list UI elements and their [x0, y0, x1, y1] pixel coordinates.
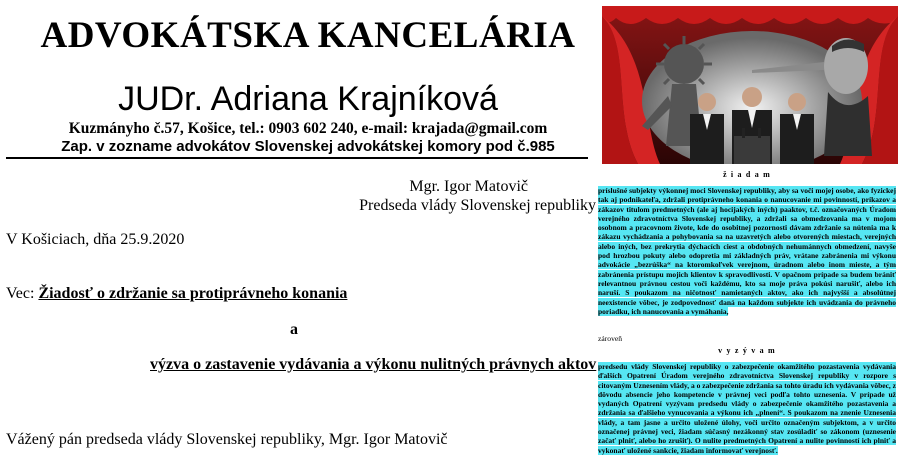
lawyer-name: JUDr. Adriana Krajníková — [118, 80, 498, 118]
subject-conjunction: a — [290, 321, 298, 338]
three-men-at-podium-icon — [690, 87, 814, 164]
subject-title-1: Žiadosť o zdržanie sa protiprávneho konania — [38, 285, 348, 302]
salutation: Vážený pán predseda vlády Slovenskej republiky, Mgr. Igor Matovič — [6, 431, 448, 448]
request-heading: ž i a d a m — [722, 170, 772, 179]
firm-title: ADVOKÁTSKA KANCELÁRIA — [40, 15, 576, 56]
subject-title-2: výzva o zastavenie vydávania a výkonu nulitných právnych aktov — [150, 356, 597, 373]
subject-prefix: Vec: — [6, 285, 35, 302]
recipient-name: Mgr. Igor Matovič — [409, 178, 528, 195]
recipient-title: Predseda vlády Slovenskej republiky — [359, 197, 596, 214]
request-paragraph — [598, 186, 896, 316]
call-heading: v y z ý v a m — [718, 346, 776, 355]
subject-line — [6, 285, 347, 303]
call-paragraph-text: predsedu vlády Slovenskej republiky o zabezpečenie okamžitého pozastavenia vydávania ďalších Opatrení Úradom verejného zdravotníctva Slovenskej republiky v rozpore s citovaným Uznesením vlády, a o zabezpečenie zdržania sa tohto úradu ich vydávania vôbec, z dôvodu absencie jeho kompetencie v právnej veci podľa tohto uznesenia. V prípade už vydaných Opatrení vyzývam predsedu vlády o zabezpečenie okamžitého pozastavenia a zdržania sa ďalšieho vynucovania a výkonu ich „plnení“. S poukazom na znenie Uznesenia vlády, a tam jasne a určito uložené úlohy, voči určito označeným subjektom, a v určito označenej právnej veci, žiadam súčasný nezákonný stav zosúladiť so zákonom (uznesenie začať plniť, alebo ho zrušiť). O nulite predmetných Opatrení a nulite povinností ich plniť a vykonať uložené sankcie, žiadam informovať verejnosť. — [598, 362, 896, 455]
connector-text: zároveň — [598, 334, 623, 343]
political-collage-image — [602, 6, 898, 164]
header-divider — [6, 157, 588, 159]
date-line: V Košiciach, dňa 25.9.2020 — [6, 231, 185, 248]
address-line: Kuzmányho č.57, Košice, tel.: 0903 602 240, e-mail: krajada@gmail.com — [68, 120, 548, 137]
request-paragraph-text: príslušné subjekty výkonnej moci Slovenskej republiky, aby sa voči mojej osobe, ako fyzickej tak aj podnikateľa, zdržali protiprávneho konania o nanucovanie mi povinností, príkazov a zákazov titulom predmetných (ale aj hocijakých iných) paaktov, t.č. označovaných Úradom verejného zdravotníctva Slovenskej republiky, a zdržali sa obmedzovania ma v mojom osobnom a pracovnom živote, kde do osobitnej pozornosti dávam zdržanie sa nútenia ma k zákazu vychádzania a pohybovania sa na uzavretých alebo otvorených miestach, verejných alebo iných, bez prekrytia dýchacích ciest a obdobných nehumánnych obmedzení, navyše pod hrozbou pokuty alebo odopretia mi základných práv, vrátane zabránenia mi výkonu advokácie „bezrúška“ na ktoromkoľvek verejnom, úradnom alebo inom mieste, a tým zabránenia prístupu mojich klientov k spravodlivosti. V opačnom prípade sa budem brániť relevantnou právnou cestou voči každému, kto sa moje práva pokúsi narušiť, alebo ich naruší. S poukazom na ničotnosť namietaných aktov, ako ich najvyšší a absolútnej neexistencie vôbec, je zodpovednosť daná na každom subjekte ich uvádzania do právneho poriadku, ich nanucovania a vymáhania, — [598, 186, 896, 316]
call-paragraph — [598, 362, 896, 455]
registry-line: Zap. v zozname advokátov Slovenskej advokátskej komory pod č.985 — [61, 138, 555, 155]
